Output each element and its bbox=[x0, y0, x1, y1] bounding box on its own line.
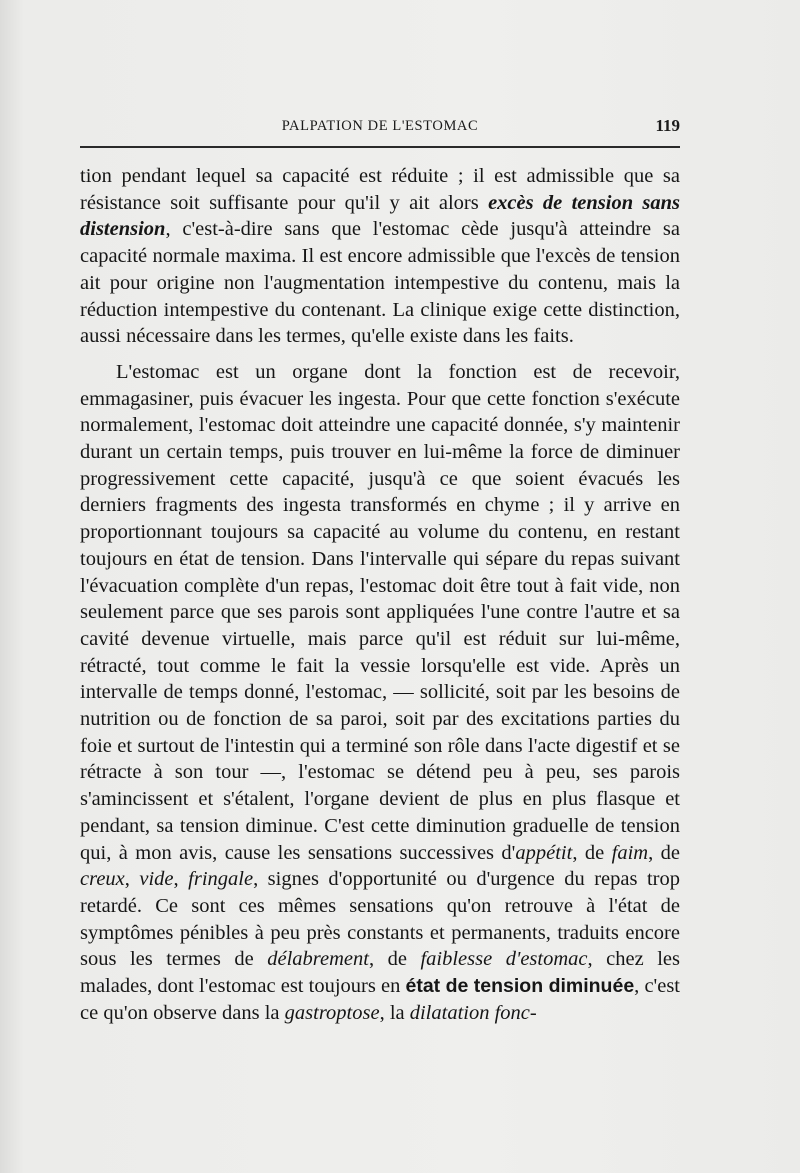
paragraph-1 bbox=[80, 163, 680, 350]
emphasis-gastroptose: gastroptose bbox=[284, 1001, 380, 1024]
emphasis-creux: creux bbox=[80, 868, 125, 891]
paragraph-2-text-g: , de bbox=[368, 948, 421, 971]
paragraph-2-text-d: , bbox=[124, 868, 140, 891]
emphasis-appetit: appétit bbox=[515, 841, 573, 864]
paragraph-1-text-a: tion pendant lequel sa capacité est réduite ; il est admissible que sa résistance soit suffisante pour qu'il y ait alors bbox=[80, 165, 680, 214]
paragraph-2-text-a: L'estomac est un organe dont la fonction est de recevoir, emmagasiner, puis évacuer les ingesta. Pour que cette fonction s'exécute normalement, l'estomac doit atteindre une capacité donnée, s'y maintenir durant un certain temps, puis trouver en lui-même la force de diminuer progressivement cette capacité, jusqu'à ce que soient évacués les derniers fragments des ingesta transformés en chyme ; il y arrive en proportionnant toujours sa capacité au volume du contenu, en restant toujours en état de tension. Dans l'intervalle qui sépare du repas suivant l'évacuation complète d'un repas, l'estomac doit être tout à fait vide, non seulement parce que ses parois sont appliquées l'une contre l'autre et sa cavité devenue virtuelle, mais parce qu'il est réduit sur lui-même, rétracté, tout comme le fait la vessie lorsqu'elle est vide. Après un intervalle de temps donné, l'estomac, — sollicité, soit par les besoins de nutrition ou de fonction de sa paroi, soit par des excitations parties du foie et surtout de l'intestin qui a terminé son rôle dans l'acte digestif et se rétracte à son tour —, l'estomac se détend peu à peu, ses parois s'amincissent et s'étalent, l'organe devient de plus en plus flasque et pendant, sa tension diminue. C'est cette diminution graduelle de tension qui, à mon avis, cause les sensations successives d' bbox=[80, 360, 680, 864]
paragraph-2-text-j: , la bbox=[379, 1001, 410, 1024]
emphasis-delabrement: délabrement bbox=[267, 948, 369, 971]
paragraph-2-text-f: , signes d'opportunité ou d'urgence du repas trop retardé. Ce sont ces mêmes sensations qu'on retrouve à l'état de symptômes pénibles à peu près constants et permanents, traduits encore sous les termes de bbox=[80, 868, 680, 971]
emphasis-vide: vide bbox=[139, 868, 174, 891]
paragraph-2 bbox=[80, 359, 680, 1027]
emphasis-faim: faim bbox=[611, 841, 649, 864]
emphasis-exces-de-tension: excès de tension sans distension bbox=[80, 191, 681, 241]
running-head: PALPATION DE L'ESTOMAC bbox=[281, 118, 479, 134]
strong-etat-de-tension-diminuee: état de tension diminuée bbox=[405, 975, 635, 998]
page-number: 119 bbox=[655, 116, 680, 135]
header-rule bbox=[80, 146, 680, 148]
paragraph-2-text-e: , bbox=[173, 868, 189, 891]
emphasis-dilatation: dilatation fonc- bbox=[409, 1001, 537, 1024]
paragraph-2-text-c: , de bbox=[648, 841, 680, 864]
page-header bbox=[80, 116, 680, 138]
emphasis-faiblesse-d-estomac: faiblesse d'estomac bbox=[420, 948, 588, 971]
emphasis-fringale: fringale bbox=[188, 868, 254, 891]
paragraph-1-text-b: , c'est-à-dire sans que l'estomac cède jusqu'à atteindre sa capacité normale maxima. Il est encore admissible que l'excès de tension ait pour origine non l'augmentation intempestive du contenu, mais la réduction intempestive du contenant. La clinique exige cette distinction, aussi nécessaire dans les termes, qu'elle existe dans les faits. bbox=[80, 218, 680, 348]
paragraph-2-text-b: , de bbox=[572, 841, 612, 864]
paragraph-2-text-h: , chez les malades, dont l'estomac est toujours en bbox=[80, 948, 680, 998]
body-text bbox=[80, 163, 680, 1027]
paragraph-2-text-i: , c'est ce qu'on observe dans la bbox=[80, 975, 681, 1024]
